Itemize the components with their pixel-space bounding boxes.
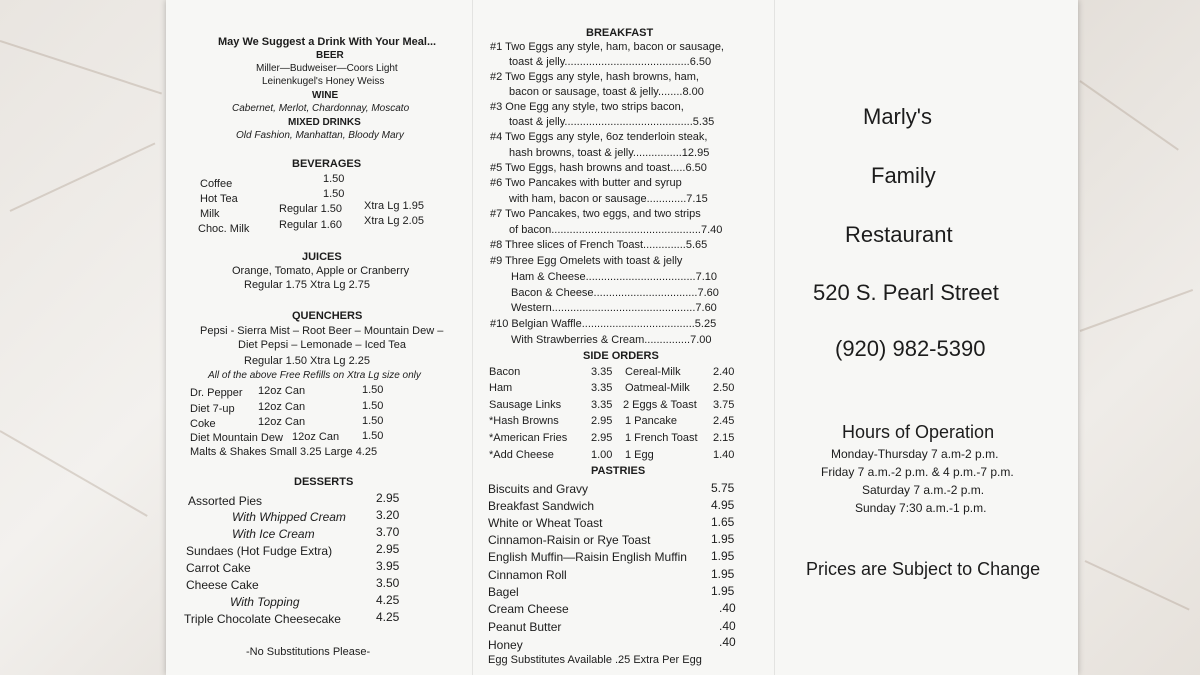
juices-prices: Regular 1.75 Xtra Lg 2.75	[244, 279, 370, 291]
egg-substitutes-note: Egg Substitutes Available .25 Extra Per Egg	[488, 654, 702, 666]
quenchers-prices: Regular 1.50 Xtra Lg 2.25	[244, 355, 370, 367]
cover-panel	[775, 0, 1078, 675]
marble-vein	[1080, 289, 1193, 332]
menu-item-name: Coke	[190, 418, 216, 430]
side-item-price: 2.45	[713, 415, 735, 427]
breakfast-line: Ham & Cheese....................................7.10	[511, 271, 718, 283]
juices-line: Orange, Tomato, Apple or Cranberry	[232, 265, 410, 277]
breakfast-line: #9 Three Egg Omelets with toast & jelly	[490, 255, 683, 267]
breakfast-line: #5 Two Eggs, hash browns and toast.....6.50	[490, 162, 707, 174]
malts-shakes-line: Malts & Shakes Small 3.25 Large 4.25	[190, 446, 378, 458]
pastry-item-price: 4.95	[711, 498, 735, 512]
refill-note: All of the above Free Refills on Xtra Lg size only	[208, 370, 421, 381]
menu-item-price: Regular 1.50	[279, 203, 342, 215]
menu-item-name: Sundaes (Hot Fudge Extra)	[186, 544, 333, 558]
breakfast-title: BREAKFAST	[586, 27, 654, 39]
breakfast-line: bacon or sausage, toast & jelly........8.00	[509, 86, 704, 98]
pastry-item-name: Honey	[488, 638, 523, 652]
wine-title: WINE	[312, 90, 339, 101]
side-item-price: 3.35	[591, 382, 613, 394]
menu-item-price: 1.50	[362, 400, 384, 412]
menu-item-size: 12oz Can	[292, 431, 340, 443]
menu-item-price: 3.50	[376, 576, 400, 590]
pastry-item-price: .40	[719, 619, 736, 633]
side-item-name: 2 Eggs & Toast	[623, 399, 697, 411]
beverages-title: BEVERAGES	[292, 158, 362, 170]
side-item-price: 2.95	[591, 432, 613, 444]
pastry-item-price: 1.95	[711, 567, 735, 581]
pastry-item-price: 1.95	[711, 584, 735, 598]
menu-item-name: Diet Mountain Dew	[190, 432, 283, 444]
breakfast-line: #10 Belgian Waffle.....................................5.25	[490, 318, 717, 330]
side-item-name: *American Fries	[489, 432, 568, 444]
menu-item-price: 3.95	[376, 559, 400, 573]
side-item-name: Ham	[489, 382, 513, 394]
menu-item-name: Dr. Pepper	[190, 387, 243, 399]
breakfast-panel	[473, 0, 774, 675]
pastry-item-name: Bagel	[488, 585, 519, 599]
phone-number: (920) 982-5390	[835, 336, 986, 361]
pastry-item-price: 5.75	[711, 481, 735, 495]
menu-item-price: Xtra Lg 2.05	[364, 215, 424, 227]
pastry-item-name: Cream Cheese	[488, 602, 569, 616]
pastry-item-name: Peanut Butter	[488, 620, 562, 634]
desserts-title: DESSERTS	[294, 476, 354, 488]
pastries-title: PASTRIES	[591, 465, 646, 477]
mixed-drinks-line: Old Fashion, Manhattan, Bloody Mary	[236, 130, 404, 141]
breakfast-line: #3 One Egg any style, two strips bacon,	[490, 101, 684, 113]
restaurant-name: Restaurant	[845, 222, 953, 247]
pastry-item-price: .40	[719, 635, 736, 649]
breakfast-line: #8 Three slices of French Toast..............5.65	[490, 239, 708, 251]
menu-item-name: Coffee	[200, 178, 233, 190]
quenchers-line: Pepsi - Sierra Mist – Root Beer – Mountain Dew –	[200, 325, 444, 337]
side-item-price: 3.75	[713, 399, 735, 411]
menu-item-price: 1.50	[323, 188, 345, 200]
menu-item-price: 3.20	[376, 508, 400, 522]
breakfast-line: #7 Two Pancakes, two eggs, and two strips	[490, 208, 701, 220]
menu-item-name: With Ice Cream	[232, 527, 315, 541]
quenchers-line: Diet Pepsi – Lemonade – Iced Tea	[238, 339, 406, 351]
side-item-name: *Add Cheese	[489, 449, 554, 461]
side-item-name: 1 Egg	[625, 449, 654, 461]
marble-vein	[10, 142, 156, 211]
side-item-name: Oatmeal-Milk	[625, 382, 690, 394]
beer-line: Miller—Budweiser—Coors Light	[256, 63, 398, 74]
side-item-price: 2.15	[713, 432, 735, 444]
side-item-price: 2.40	[713, 366, 735, 378]
marble-vein	[1079, 80, 1178, 150]
breakfast-line: With Strawberries & Cream...............7.00	[511, 334, 712, 346]
breakfast-line: toast & jelly.........................................6.50	[509, 56, 712, 68]
side-item-name: Sausage Links	[489, 399, 562, 411]
menu-item-name: Assorted Pies	[188, 494, 263, 508]
marble-vein	[0, 430, 148, 517]
menu-item-price: 1.50	[362, 384, 384, 396]
menu-item-price: 1.50	[362, 415, 384, 427]
breakfast-line: with ham, bacon or sausage.............7.15	[509, 193, 708, 205]
menu-item-size: 12oz Can	[258, 401, 306, 413]
menu-item-name: Hot Tea	[200, 193, 238, 205]
restaurant-name: Marly's	[863, 104, 932, 129]
menu-item-price: 2.95	[376, 542, 400, 556]
restaurant-name: Family	[871, 163, 936, 188]
breakfast-line: toast & jelly..........................................5.35	[509, 116, 715, 128]
breakfast-line: #1 Two Eggs any style, ham, bacon or sausage,	[490, 41, 724, 53]
hours-line: Monday-Thursday 7 a.m-2 p.m.	[831, 447, 999, 461]
menu-item-name: Cheese Cake	[186, 578, 259, 592]
beer-title: BEER	[316, 50, 344, 61]
pastry-item-price: .40	[719, 601, 736, 615]
breakfast-line: of bacon.................................................7.40	[509, 224, 723, 236]
side-item-price: 3.35	[591, 366, 613, 378]
pastry-item-name: White or Wheat Toast	[488, 516, 603, 530]
drinks-desserts-panel	[166, 0, 472, 675]
menu-item-name: Diet 7-up	[190, 403, 235, 415]
menu-item-price: 4.25	[376, 593, 400, 607]
price-notice: Prices are Subject to Change	[806, 559, 1041, 579]
pastry-item-name: Cinnamon Roll	[488, 568, 567, 582]
hours-line: Saturday 7 a.m.-2 p.m.	[862, 483, 985, 497]
menu-item-size: 12oz Can	[258, 416, 306, 428]
side-item-price: 3.35	[591, 399, 613, 411]
pastry-item-price: 1.95	[711, 549, 735, 563]
hours-line: Sunday 7:30 a.m.-1 p.m.	[855, 501, 987, 515]
breakfast-line: Western...............................................7.60	[511, 302, 717, 314]
menu-item-name: Choc. Milk	[198, 223, 250, 235]
menu-item-name: Milk	[200, 208, 220, 220]
side-item-name: *Hash Browns	[489, 415, 559, 427]
menu-item-name: Carrot Cake	[186, 561, 251, 575]
hours-line: Friday 7 a.m.-2 p.m. & 4 p.m.-7 p.m.	[821, 465, 1014, 479]
breakfast-line: #2 Two Eggs any style, hash browns, ham,	[490, 71, 699, 83]
wine-line: Cabernet, Merlot, Chardonnay, Moscato	[232, 103, 410, 114]
menu-item-name: With Whipped Cream	[232, 510, 346, 524]
pastry-item-name: Breakfast Sandwich	[488, 499, 595, 513]
menu-item-name: Triple Chocolate Cheesecake	[184, 612, 341, 626]
side-item-price: 1.00	[591, 449, 613, 461]
breakfast-line: #6 Two Pancakes with butter and syrup	[490, 177, 682, 189]
menu-item-price: 3.70	[376, 525, 400, 539]
menu-item-price: Xtra Lg 1.95	[364, 200, 424, 212]
menu-item-price: 2.95	[376, 491, 400, 505]
juices-title: JUICES	[302, 251, 342, 263]
menu-item-price: 4.25	[376, 610, 400, 624]
menu-item-price: Regular 1.60	[279, 219, 342, 231]
breakfast-line: #4 Two Eggs any style, 6oz tenderloin steak,	[490, 131, 708, 143]
pastry-item-name: English Muffin—Raisin English Muffin	[488, 550, 687, 564]
pastry-item-name: Biscuits and Gravy	[488, 482, 589, 496]
hours-title: Hours of Operation	[842, 422, 995, 442]
quenchers-title: QUENCHERS	[292, 310, 363, 322]
side-item-name: 1 Pancake	[625, 415, 677, 427]
pastry-item-price: 1.95	[711, 532, 735, 546]
side-item-name: Cereal-Milk	[625, 366, 681, 378]
no-substitutions-note: -No Substitutions Please-	[246, 646, 371, 658]
side-item-name: Bacon	[489, 366, 521, 378]
marble-vein	[0, 40, 162, 94]
beer-line: Leinenkugel's Honey Weiss	[262, 76, 385, 87]
pastry-item-price: 1.65	[711, 515, 735, 529]
marble-vein	[1085, 560, 1190, 610]
breakfast-line: Bacon & Cheese..................................7.60	[511, 287, 719, 299]
menu-item-name: With Topping	[230, 595, 300, 609]
side-item-price: 1.40	[713, 449, 735, 461]
side-item-name: 1 French Toast	[625, 432, 698, 444]
breakfast-line: hash browns, toast & jelly................12.95	[509, 147, 710, 159]
drinks-heading: May We Suggest a Drink With Your Meal...	[218, 36, 437, 48]
mixed-drinks-title: MIXED DRINKS	[288, 117, 361, 128]
menu-sheet	[166, 0, 1078, 675]
pastry-item-name: Cinnamon-Raisin or Rye Toast	[488, 533, 651, 547]
menu-item-price: 1.50	[362, 430, 384, 442]
side-item-price: 2.95	[591, 415, 613, 427]
side-orders-title: SIDE ORDERS	[583, 350, 659, 362]
address: 520 S. Pearl Street	[813, 280, 999, 305]
menu-item-price: 1.50	[323, 173, 345, 185]
side-item-price: 2.50	[713, 382, 735, 394]
menu-item-size: 12oz Can	[258, 385, 306, 397]
